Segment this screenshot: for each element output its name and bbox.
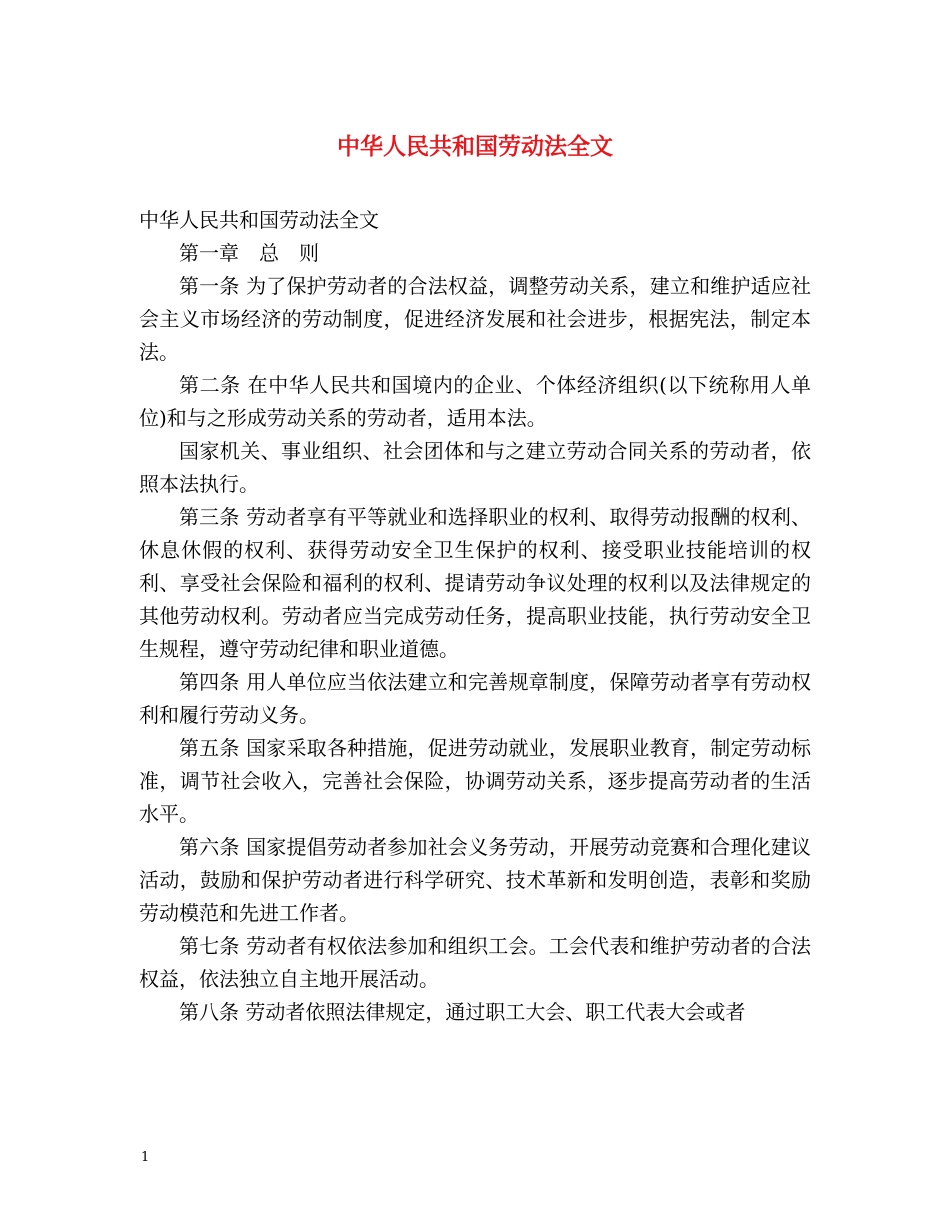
page-number: 1 — [141, 1150, 150, 1165]
article-4: 第四条 用人单位应当依法建立和完善规章制度，保障劳动者享有劳动权利和履行劳动义务。 — [139, 670, 811, 727]
article-2: 第二条 在中华人民共和国境内的企业、个体经济组织(以下统称用人单位)和与之形成劳动关系的劳动者，适用本法。 — [139, 373, 811, 430]
article-3: 第三条 劳动者享有平等就业和选择职业的权利、取得劳动报酬的权利、休息休假的权利、获得劳动安全卫生保护的权利、接受职业技能培训的权利、享受社会保险和福利的权利、提请劳动争议处理的权利以及法律规定的其他劳动权利。劳动者应当完成劳动任务，提高职业技能，执行劳动安全卫生规程，遵守劳动纪律和职业道德。 — [139, 505, 811, 661]
article-1: 第一条 为了保护劳动者的合法权益，调整劳动关系，建立和维护适应社会主义市场经济的劳动制度，促进经济发展和社会进步，根据宪法，制定本法。 — [139, 274, 811, 364]
article-2-clause: 国家机关、事业组织、社会团体和与之建立劳动合同关系的劳动者，依照本法执行。 — [139, 439, 811, 496]
document-body — [139, 204, 811, 1029]
paragraph-heading: 中华人民共和国劳动法全文 — [139, 208, 379, 232]
article-5: 第五条 国家采取各种措施，促进劳动就业，发展职业教育，制定劳动标准，调节社会收入，完善社会保险，协调劳动关系，逐步提高劳动者的生活水平。 — [139, 736, 811, 826]
chapter-heading: 第一章 总 则 — [179, 241, 319, 265]
article-7: 第七条 劳动者有权依法参加和组织工会。工会代表和维护劳动者的合法权益，依法独立自主地开展活动。 — [139, 934, 811, 991]
article-8: 第八条 劳动者依照法律规定，通过职工大会、职工代表大会或者 — [179, 1000, 746, 1024]
document-title: 中华人民共和国劳动法全文 — [337, 133, 613, 160]
article-6: 第六条 国家提倡劳动者参加社会义务劳动，开展劳动竞赛和合理化建议活动，鼓励和保护劳动者进行科学研究、技术革新和发明创造，表彰和奖励劳动模范和先进工作者。 — [139, 835, 811, 925]
